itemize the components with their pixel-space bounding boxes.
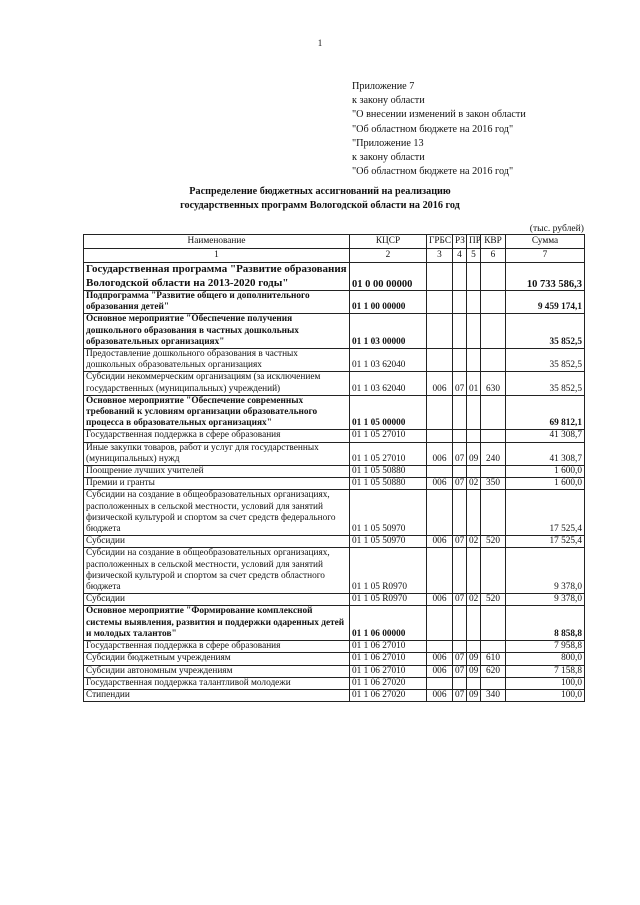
kvr-cell: 520 [481, 536, 506, 548]
table-row [84, 606, 585, 641]
table-row [84, 653, 585, 665]
grbs-cell [427, 349, 453, 372]
kcsr-cell: 01 1 03 62040 [350, 349, 427, 372]
rz-cell [453, 291, 467, 314]
rz-cell [453, 349, 467, 372]
column-header: Наименование [84, 235, 350, 249]
kvr-cell [481, 677, 506, 689]
name-cell: Государственная поддержка талантливой молодежи [84, 677, 350, 689]
kvr-cell: 610 [481, 653, 506, 665]
pr-cell: 02 [467, 594, 481, 606]
table-row [84, 594, 585, 606]
name-cell: Субсидии на создание в общеобразовательных организациях, расположенных в сельской местности, условий для занятий физической культурой и спортом за счет средств федерального бюджета [84, 490, 350, 536]
name-cell: Субсидии на создание в общеобразовательных организациях, расположенных в сельской местности, условий для занятий физической культурой и спортом за счет средств областного бюджета [84, 548, 350, 594]
sum-cell: 69 812,1 [506, 395, 585, 430]
grbs-cell: 006 [427, 536, 453, 548]
table-row [84, 291, 585, 314]
title-line: Распределение бюджетных ассигнований на реализацию [189, 186, 451, 197]
sum-cell: 1 600,0 [506, 478, 585, 490]
pr-cell: 02 [467, 478, 481, 490]
grbs-cell [427, 641, 453, 653]
sum-cell: 35 852,5 [506, 314, 585, 349]
table-row [84, 466, 585, 478]
rz-cell [453, 677, 467, 689]
sum-cell: 17 525,4 [506, 490, 585, 536]
numbering-row [84, 249, 585, 263]
table-row [84, 263, 585, 291]
sum-cell: 41 308,7 [506, 430, 585, 442]
grbs-cell [427, 548, 453, 594]
table-row [84, 349, 585, 372]
pr-cell [467, 548, 481, 594]
kcsr-cell: 01 1 06 27020 [350, 689, 427, 701]
name-cell: Субсидии бюджетным учреждениям [84, 653, 350, 665]
pr-cell [467, 606, 481, 641]
rz-cell [453, 641, 467, 653]
kcsr-cell: 01 1 06 27010 [350, 665, 427, 677]
sum-cell: 10 733 586,3 [506, 263, 585, 291]
kcsr-cell: 01 1 05 R0970 [350, 548, 427, 594]
pr-cell [467, 466, 481, 478]
kvr-cell: 520 [481, 594, 506, 606]
column-header: ПР [467, 235, 481, 249]
sum-cell: 9 378,0 [506, 594, 585, 606]
rz-cell [453, 548, 467, 594]
rz-cell [453, 430, 467, 442]
column-header: КВР [481, 235, 506, 249]
kcsr-cell: 01 1 05 27010 [350, 442, 427, 465]
sum-cell: 7 158,8 [506, 665, 585, 677]
budget-table [83, 234, 585, 702]
table-row [84, 442, 585, 465]
column-header: КЦСР [350, 235, 427, 249]
sum-cell: 1 600,0 [506, 466, 585, 478]
kcsr-cell: 01 0 00 00000 [350, 263, 427, 291]
rz-cell [453, 263, 467, 291]
kvr-cell [481, 606, 506, 641]
grbs-cell: 006 [427, 478, 453, 490]
kcsr-cell: 01 1 05 50880 [350, 466, 427, 478]
name-cell: Подпрограмма "Развитие общего и дополнительного образования детей" [84, 291, 350, 314]
rz-cell: 07 [453, 478, 467, 490]
grbs-cell [427, 395, 453, 430]
column-number: 6 [481, 249, 506, 263]
pr-cell [467, 490, 481, 536]
grbs-cell: 006 [427, 442, 453, 465]
document-title [0, 185, 640, 213]
sum-cell: 35 852,5 [506, 349, 585, 372]
table-row [84, 314, 585, 349]
column-header: ГРБС [427, 235, 453, 249]
grbs-cell [427, 490, 453, 536]
kcsr-cell: 01 1 06 27010 [350, 641, 427, 653]
column-header: РЗ [453, 235, 467, 249]
grbs-cell [427, 291, 453, 314]
sum-cell: 100,0 [506, 689, 585, 701]
kcsr-cell: 01 1 03 62040 [350, 372, 427, 395]
table-row [84, 677, 585, 689]
kvr-cell [481, 263, 506, 291]
title-line: государственных программ Вологодской области на 2016 год [180, 200, 460, 211]
column-number: 3 [427, 249, 453, 263]
kvr-cell [481, 349, 506, 372]
pr-cell: 09 [467, 665, 481, 677]
table-row [84, 372, 585, 395]
grbs-cell: 006 [427, 653, 453, 665]
rz-cell [453, 314, 467, 349]
appendix-line: "Приложение 13 [352, 137, 424, 149]
rz-cell: 07 [453, 665, 467, 677]
column-number: 4 [453, 249, 467, 263]
rz-cell: 07 [453, 594, 467, 606]
page-number: 1 [317, 38, 323, 48]
column-number: 1 [84, 249, 350, 263]
rz-cell: 07 [453, 536, 467, 548]
pr-cell [467, 291, 481, 314]
pr-cell: 09 [467, 689, 481, 701]
name-cell: Иные закупки товаров, работ и услуг для государственных (муниципальных) нужд [84, 442, 350, 465]
sum-cell: 800,0 [506, 653, 585, 665]
kcsr-cell: 01 1 06 00000 [350, 606, 427, 641]
kvr-cell [481, 466, 506, 478]
sum-cell: 8 858,8 [506, 606, 585, 641]
kvr-cell: 340 [481, 689, 506, 701]
kvr-cell [481, 291, 506, 314]
kcsr-cell: 01 1 05 50880 [350, 478, 427, 490]
table-row [84, 478, 585, 490]
appendix-line: "Об областном бюджете на 2016 год" [352, 166, 514, 178]
name-cell: Основное мероприятие "Обеспечение получения дошкольного образования в частных дошкольных образовательных организациях" [84, 314, 350, 349]
kvr-cell [481, 641, 506, 653]
name-cell: Субсидии [84, 536, 350, 548]
pr-cell [467, 349, 481, 372]
kvr-cell: 630 [481, 372, 506, 395]
pr-cell [467, 263, 481, 291]
kvr-cell: 240 [481, 442, 506, 465]
appendix-line: "Об областном бюджете на 2016 год" [352, 123, 514, 135]
table-row [84, 689, 585, 701]
budget-table-body [84, 263, 585, 702]
name-cell: Государственная поддержка в сфере образования [84, 641, 350, 653]
kvr-cell [481, 490, 506, 536]
column-number: 5 [467, 249, 481, 263]
column-number: 7 [506, 249, 585, 263]
name-cell: Государственная поддержка в сфере образования [84, 430, 350, 442]
sum-cell: 100,0 [506, 677, 585, 689]
pr-cell [467, 430, 481, 442]
kvr-cell [481, 430, 506, 442]
appendix-line: Приложение 7 [352, 81, 415, 92]
table-row [84, 430, 585, 442]
appendix-line: к закону области [352, 152, 425, 164]
table-row [84, 490, 585, 536]
kcsr-cell: 01 1 03 00000 [350, 314, 427, 349]
rz-cell: 07 [453, 442, 467, 465]
rz-cell [453, 606, 467, 641]
grbs-cell [427, 314, 453, 349]
table-row [84, 665, 585, 677]
pr-cell: 09 [467, 653, 481, 665]
pr-cell [467, 641, 481, 653]
table-row [84, 395, 585, 430]
header-row [84, 235, 585, 249]
grbs-cell [427, 466, 453, 478]
sum-cell: 7 958,8 [506, 641, 585, 653]
kcsr-cell: 01 1 05 50970 [350, 490, 427, 536]
name-cell: Субсидии некоммерческим организациям (за исключением государственных (муниципальных) учреждений) [84, 372, 350, 395]
grbs-cell: 006 [427, 594, 453, 606]
grbs-cell [427, 263, 453, 291]
name-cell: Основное мероприятие "Формирование комплексной системы выявления, развития и поддержки одаренных детей и молодых талантов" [84, 606, 350, 641]
name-cell: Субсидии автономным учреждениям [84, 665, 350, 677]
units-label: (тыс. рублей) [529, 223, 584, 234]
kcsr-cell: 01 1 00 00000 [350, 291, 427, 314]
appendix-line: к закону области [352, 95, 425, 107]
pr-cell: 09 [467, 442, 481, 465]
grbs-cell: 006 [427, 665, 453, 677]
rz-cell [453, 490, 467, 536]
kvr-cell [481, 314, 506, 349]
kcsr-cell: 01 1 05 50970 [350, 536, 427, 548]
kvr-cell [481, 548, 506, 594]
rz-cell [453, 395, 467, 430]
name-cell: Государственная программа "Развитие образования Вологодской области на 2013-2020 годы" [84, 263, 350, 291]
sum-cell: 9 378,0 [506, 548, 585, 594]
name-cell: Предоставление дошкольного образования в частных дошкольных образовательных организациях [84, 349, 350, 372]
pr-cell [467, 314, 481, 349]
grbs-cell [427, 606, 453, 641]
pr-cell [467, 395, 481, 430]
table-row [84, 641, 585, 653]
name-cell: Стипендии [84, 689, 350, 701]
kcsr-cell: 01 1 05 27010 [350, 430, 427, 442]
column-number: 2 [350, 249, 427, 263]
sum-cell: 41 308,7 [506, 442, 585, 465]
rz-cell: 07 [453, 689, 467, 701]
grbs-cell [427, 677, 453, 689]
table-row [84, 548, 585, 594]
kcsr-cell: 01 1 05 00000 [350, 395, 427, 430]
sum-cell: 9 459 174,1 [506, 291, 585, 314]
name-cell: Основное мероприятие "Обеспечение современных требований к условиям организации образовательного процесса в образовательных организациях" [84, 395, 350, 430]
rz-cell [453, 466, 467, 478]
grbs-cell: 006 [427, 689, 453, 701]
table-row [84, 536, 585, 548]
pr-cell [467, 677, 481, 689]
kcsr-cell: 01 1 06 27010 [350, 653, 427, 665]
kvr-cell [481, 395, 506, 430]
kvr-cell: 620 [481, 665, 506, 677]
appendix-header [352, 80, 526, 179]
rz-cell: 07 [453, 653, 467, 665]
grbs-cell: 006 [427, 372, 453, 395]
sum-cell: 17 525,4 [506, 536, 585, 548]
kcsr-cell: 01 1 06 27020 [350, 677, 427, 689]
column-header: Сумма [506, 235, 585, 249]
name-cell: Субсидии [84, 594, 350, 606]
kvr-cell: 350 [481, 478, 506, 490]
grbs-cell [427, 430, 453, 442]
name-cell: Поощрение лучших учителей [84, 466, 350, 478]
pr-cell: 02 [467, 536, 481, 548]
name-cell: Премии и гранты [84, 478, 350, 490]
appendix-line: "О внесении изменений в закон области [352, 109, 526, 121]
rz-cell: 07 [453, 372, 467, 395]
kcsr-cell: 01 1 05 R0970 [350, 594, 427, 606]
pr-cell: 01 [467, 372, 481, 395]
sum-cell: 35 852,5 [506, 372, 585, 395]
